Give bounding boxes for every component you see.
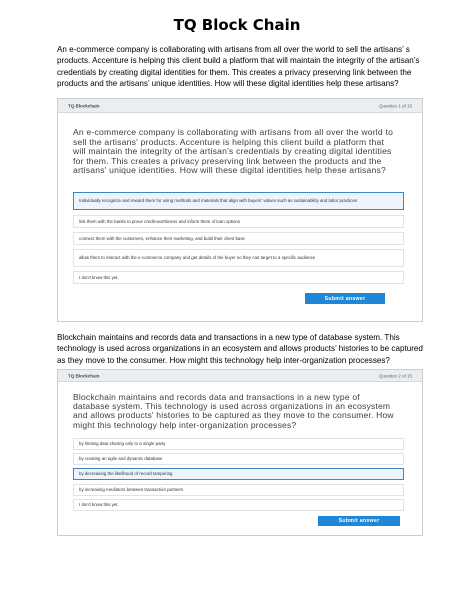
answer-option-label: by creating an agile and dynamic database <box>79 456 163 461</box>
quiz-name: TQ Blockchain <box>68 373 100 378</box>
answer-option-2[interactable] <box>73 215 404 228</box>
question-1-paragraph: An e-commerce company is collaborating with artisans from all over the world to sell the artisans’ s products. Accenture is helping this client build a platform that will maintain the integrity of the artisan’s credentials by creating digital identities for them. This creates a privacy preserving link between the products and the artisans’ unique identities. How will these digital identities help these artisans? <box>57 45 420 89</box>
quiz-question-text: An e-commerce company is collaborating with artisans from all over the world to sell the artisans' products. Accenture is helping this client build a platform that will maintain the integrity of the artisan's credentials by creating digital identities for them. This creates a privacy preserving link between the products and the artisans' unique identities. How will these digital identities help these artisans? <box>73 127 394 176</box>
document-title: TQ Block Chain <box>173 16 301 34</box>
quiz-header <box>58 99 422 113</box>
answer-option-label: link them with the banks to prove credit-worthiness and inform them of loan options <box>79 218 241 224</box>
answer-option-label: I don't know this yet. <box>79 274 119 280</box>
answer-option-label: I don't know this yet. <box>79 502 119 507</box>
answer-option-label: by limiting data sharing only to a single party <box>79 441 166 446</box>
answer-option-4[interactable] <box>73 249 404 267</box>
submit-answer-button[interactable]: Submit answer <box>318 516 400 526</box>
answer-option-1[interactable] <box>73 438 404 450</box>
answer-option-label: by increasing mediators between transaction partners <box>79 487 184 492</box>
answer-option-3[interactable] <box>73 232 404 245</box>
answer-option-5[interactable] <box>73 271 404 284</box>
answer-option-3[interactable] <box>73 468 404 480</box>
quiz-question-text: Blockchain maintains and records data and transactions in a new type of database system. This technology is used across organizations in an ecosystem and allows products' histories to be captured as they move to the consumer. How might this technology help inter-organization processes? <box>73 392 394 430</box>
answer-option-label: allow them to interact with the e-commerce company and get details of the buyer so they can target to a specific audience <box>79 255 316 260</box>
answer-option-1[interactable] <box>73 192 404 210</box>
submit-answer-button[interactable]: Submit answer <box>305 293 385 304</box>
question-2-paragraph: Blockchain maintains and records data and transactions in a new type of database system. This technology is used across organizations in an ecosystem and allows products’ histories to be captured as they move to the consumer. How might this technology help inter-organization processes? <box>57 333 423 365</box>
answer-option-5[interactable] <box>73 499 404 511</box>
answer-option-2[interactable] <box>73 453 404 465</box>
quiz-name: TQ Blockchain <box>68 103 100 108</box>
answer-option-4[interactable] <box>73 484 404 496</box>
answer-option-label: by decreasing the likelihood of record tampering <box>79 471 173 476</box>
answer-option-label: connect them with the customers, enhance their marketing, and build their client base <box>79 235 245 241</box>
quiz-screenshot-2 <box>57 369 423 536</box>
answer-option-label: Individually recognize and reward them for using methods and materials that align with buyers' values such as sustainability and labor practices <box>79 198 358 203</box>
question-counter: Question 1 of 15 <box>378 103 412 108</box>
quiz-screenshot-1 <box>57 98 423 322</box>
question-counter: Question 2 of 15 <box>378 373 412 378</box>
quiz-header <box>58 370 422 382</box>
